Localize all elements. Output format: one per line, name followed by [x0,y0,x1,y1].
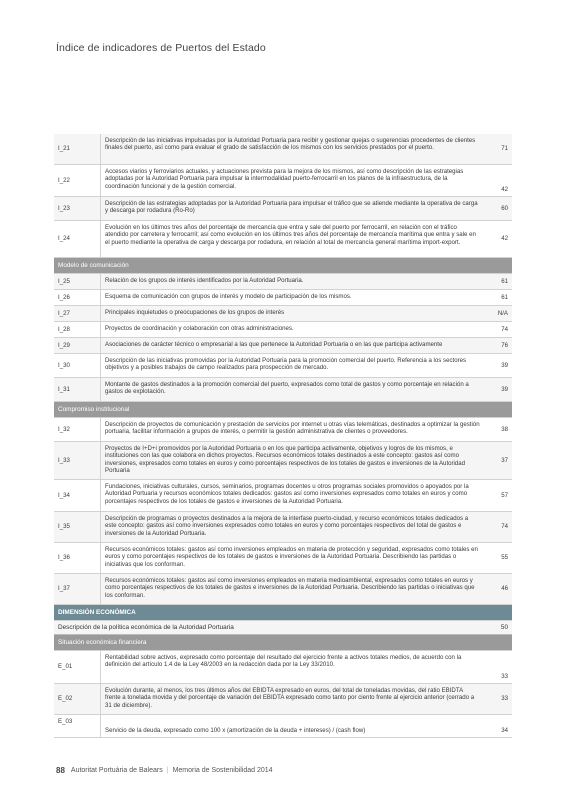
indicator-description: Descripción de las iniciativas impulsadas por la Autoridad Portuaria para recibir y gestionar quejas o sugerencias procedentes de clientes finales del puerto, así como para evaluar el grado de satisfacción de los mismos con los servicios prestados por el puerto. [100,134,484,164]
economic-policy-row [54,621,512,635]
indicator-code: E_01 [58,663,73,671]
indicator-page: 74 [501,523,508,531]
table-row [54,418,512,442]
indicator-code: I_25 [58,277,70,285]
footer-separator: | [166,767,169,774]
table-row [54,684,512,715]
table-row [54,165,512,197]
indicator-page: 46 [501,585,508,593]
indicator-description: Proyectos de I+D+i promovidos por la Autoridad Portuaria o en los que participa activamente, objetivos y logros de los mismos, e instituciones con las que colabora en dichos proyectos. Recursos económicos totales destinados a este concepto: gastos así como inversiones, expresados como totales en euros y como porcentajes respectivos de los totales de gastos e inversiones de la Autoridad Portuaria [100,442,484,479]
indicator-code: I_30 [58,361,70,369]
page-footer [56,766,273,775]
table-row [54,442,512,480]
table-row [54,274,512,290]
section-header-financial: Situación económica financiera [54,635,512,651]
indicator-code: I_21 [58,145,70,153]
indicator-code: I_32 [58,425,70,433]
indicator-description: Recursos económicos totales: gastos así como inversiones empleados en materia de protección y seguridad, expresados como totales en euros y como porcentajes respectivos de los totales de gastos e inversiones de la Autoridad Portuaria. Describiendo las partidas o iniciativas que los conforman. [100,543,484,573]
table-row [54,378,512,402]
table-row [54,512,512,543]
indicator-page: 38 [501,425,508,433]
indicator-description: Recursos económicos totales: gastos así como inversiones empleados en materia medioambiental, expresados como totales en euros y como porcentajes respectivos de los totales de gastos e inversiones de la Autoridad Portuaria. Describiendo las partidas o iniciativas que los conforman. [100,574,484,604]
indicator-code: E_02 [58,695,73,703]
indicator-description: Evolución en los últimos tres años del porcentaje de mercancía que entra y sale del puerto por ferrocarril, en relación con el tráfico atendido por carretera y ferrocarril; así como evolución en los últimos tres años del porcentaje de mercancía marítima que entra y sale en el puerto mediante la operativa de carga y descarga por rodadura, en relación al total de mercancía general marítima import-export. [100,221,484,257]
indicator-description: Asociaciones de carácter técnico o empresarial a las que pertenece la Autoridad Portuaria o en las que participa activamente [100,338,484,353]
indicator-description: Esquema de comunicación con grupos de interés y modelo de participación de los mismos. [100,290,484,305]
indicator-code: I_22 [58,176,70,184]
indicator-description: Descripción de las estrategias adoptadas por la Autoridad Portuaria para impulsar el tráfico que se atiende mediante la operativa de carga y descarga por rodadura (Ro-Ro) [100,197,484,220]
table-row [54,134,512,165]
footer-report: Memoria de Sostenibilidad 2014 [172,767,273,774]
indicator-description: Principales inquietudes o preocupaciones de los grupos de interés [100,306,484,321]
indicator-page: 74 [501,325,508,333]
indicator-code: I_29 [58,341,70,349]
indicator-code: I_23 [58,204,70,212]
table-row [54,543,512,574]
indicator-code: I_37 [58,585,70,593]
indicator-page: 61 [501,277,508,285]
indicator-code: E_03 [58,718,73,725]
indicator-page: 34 [501,726,508,734]
indicator-page: 42 [501,185,508,193]
dimension-header-economic: DIMENSIÓN ECONÓMICA [54,605,512,621]
footer-org: Autoritat Portuària de Balears [70,767,163,774]
indicator-description: Evolución durante, al menos, los tres últimos años del EBIDTA expresado en euros, del total de toneladas movidas, del ratio EBIDTA frente a tonelada movida y del porcentaje de variación del EBIDTA expresado como tanto por ciento frente al ejercicio anterior (cerrado a 31 de diciembre). [100,684,484,714]
table-row [54,354,512,378]
table-row [54,338,512,354]
table-row [54,651,512,684]
indicator-page: 39 [501,361,508,369]
table-row [54,306,512,322]
indicator-description: Servicio de la deuda, expresado como 100 x (amortización de la deuda + intereses) / (cash flow) [100,715,484,737]
section-header-commitment: Compromiso institucional [54,402,512,418]
indicator-page: 37 [501,456,508,464]
indicator-page: 42 [501,235,508,243]
indicator-code: I_31 [58,385,70,393]
indicator-page: 76 [501,341,508,349]
table-row [54,322,512,338]
indicator-page: 61 [501,293,508,301]
page-number: 88 [56,766,65,775]
indicator-page: 33 [501,695,508,703]
indicator-page: N/A [497,309,508,317]
table-row [54,197,512,221]
indicator-description: Montante de gastos destinados a la promoción comercial del puerto, expresados como total de gastos y como porcentaje en relación a gastos de explotación. [100,378,484,401]
indicator-description: Rentabilidad sobre activos, expresado como porcentaje del resultado del ejercicio frente a activos totales medios, de acuerdo con la definición del artículo 1.4 de la Ley 48/2003 en la redacción dada por la Ley 33/2010. [100,651,484,683]
indicators-table [54,134,512,738]
economic-policy-page: 50 [500,624,508,631]
indicator-code: I_26 [58,293,70,301]
indicator-page: 57 [501,491,508,499]
indicator-page: 39 [501,385,508,393]
indicator-description: Descripción de programas o proyectos destinados a la mejora de la interfase puerto-ciudad, y recurso económicos totales dedicados a este concepto: gastos así como inversiones expresados como totales en euros y como porcentajes respectivos del total de gastos e inversiones de la Autoridad Portuaria. [100,512,484,542]
table-row [54,715,512,738]
indicator-page: 55 [501,554,508,562]
indicator-page: 33 [501,672,508,680]
economic-policy-label: Descripción de la política económica de la Autoridad Portuaria [58,624,234,631]
indicator-code: I_34 [58,491,70,499]
indicator-description: Proyectos de coordinación y colaboración con otras administraciones. [100,322,484,337]
page-title: Índice de indicadores de Puertos del Estado [56,42,266,54]
table-row [54,221,512,258]
section-header-communication: Modelo de comunicación [54,258,512,274]
indicator-description: Fundaciones, iniciativas culturales, cursos, seminarios, programas docentes u otros programas sociales promovidos o apoyados por la Autoridad Portuaria y recursos económicos totales dedicados: gastos así como inversiones expresados como totales en euros y como porcentajes respectivos de los totales de gastos e inversiones de la Autoridad Portuaria. [100,480,484,511]
indicator-page: 60 [501,204,508,212]
indicator-description: Accesos viarios y ferroviarios actuales, y actuaciones prevista para la mejora de los mismos, así como descripción de las estrategias adoptadas por la Autoridad Portuaria para impulsar la intermodalidad puerto-ferrocarril en los planos de la infraestructura, de la coordinación funcional y de la gestión comercial. [100,165,484,196]
table-row [54,480,512,512]
table-row [54,290,512,306]
indicator-code: I_24 [58,235,70,243]
indicator-code: I_28 [58,325,70,333]
indicator-description: Relación de los grupos de interés identificados por la Autoridad Portuaria. [100,274,484,289]
indicator-code: I_33 [58,456,70,464]
indicator-code: I_35 [58,523,70,531]
indicator-description: Descripción de las iniciativas promovidas por la Autoridad Portuaria para la promoción comercial del puerto. Referencia a los sectores objetivos y a posibles trabajos de campo realizados para prospección de mercado. [100,354,484,377]
table-row [54,574,512,605]
indicator-page: 71 [501,145,508,153]
indicator-code: I_36 [58,554,70,562]
indicator-code: I_27 [58,309,70,317]
indicator-description: Descripción de proyectos de comunicación y prestación de servicios por internet u otras vías telemáticas, destinados a optimizar la gestión portuaria, facilitar información a grupos de interés, o permitir la gestión administrativa de clientes o proveedores. [100,418,484,441]
